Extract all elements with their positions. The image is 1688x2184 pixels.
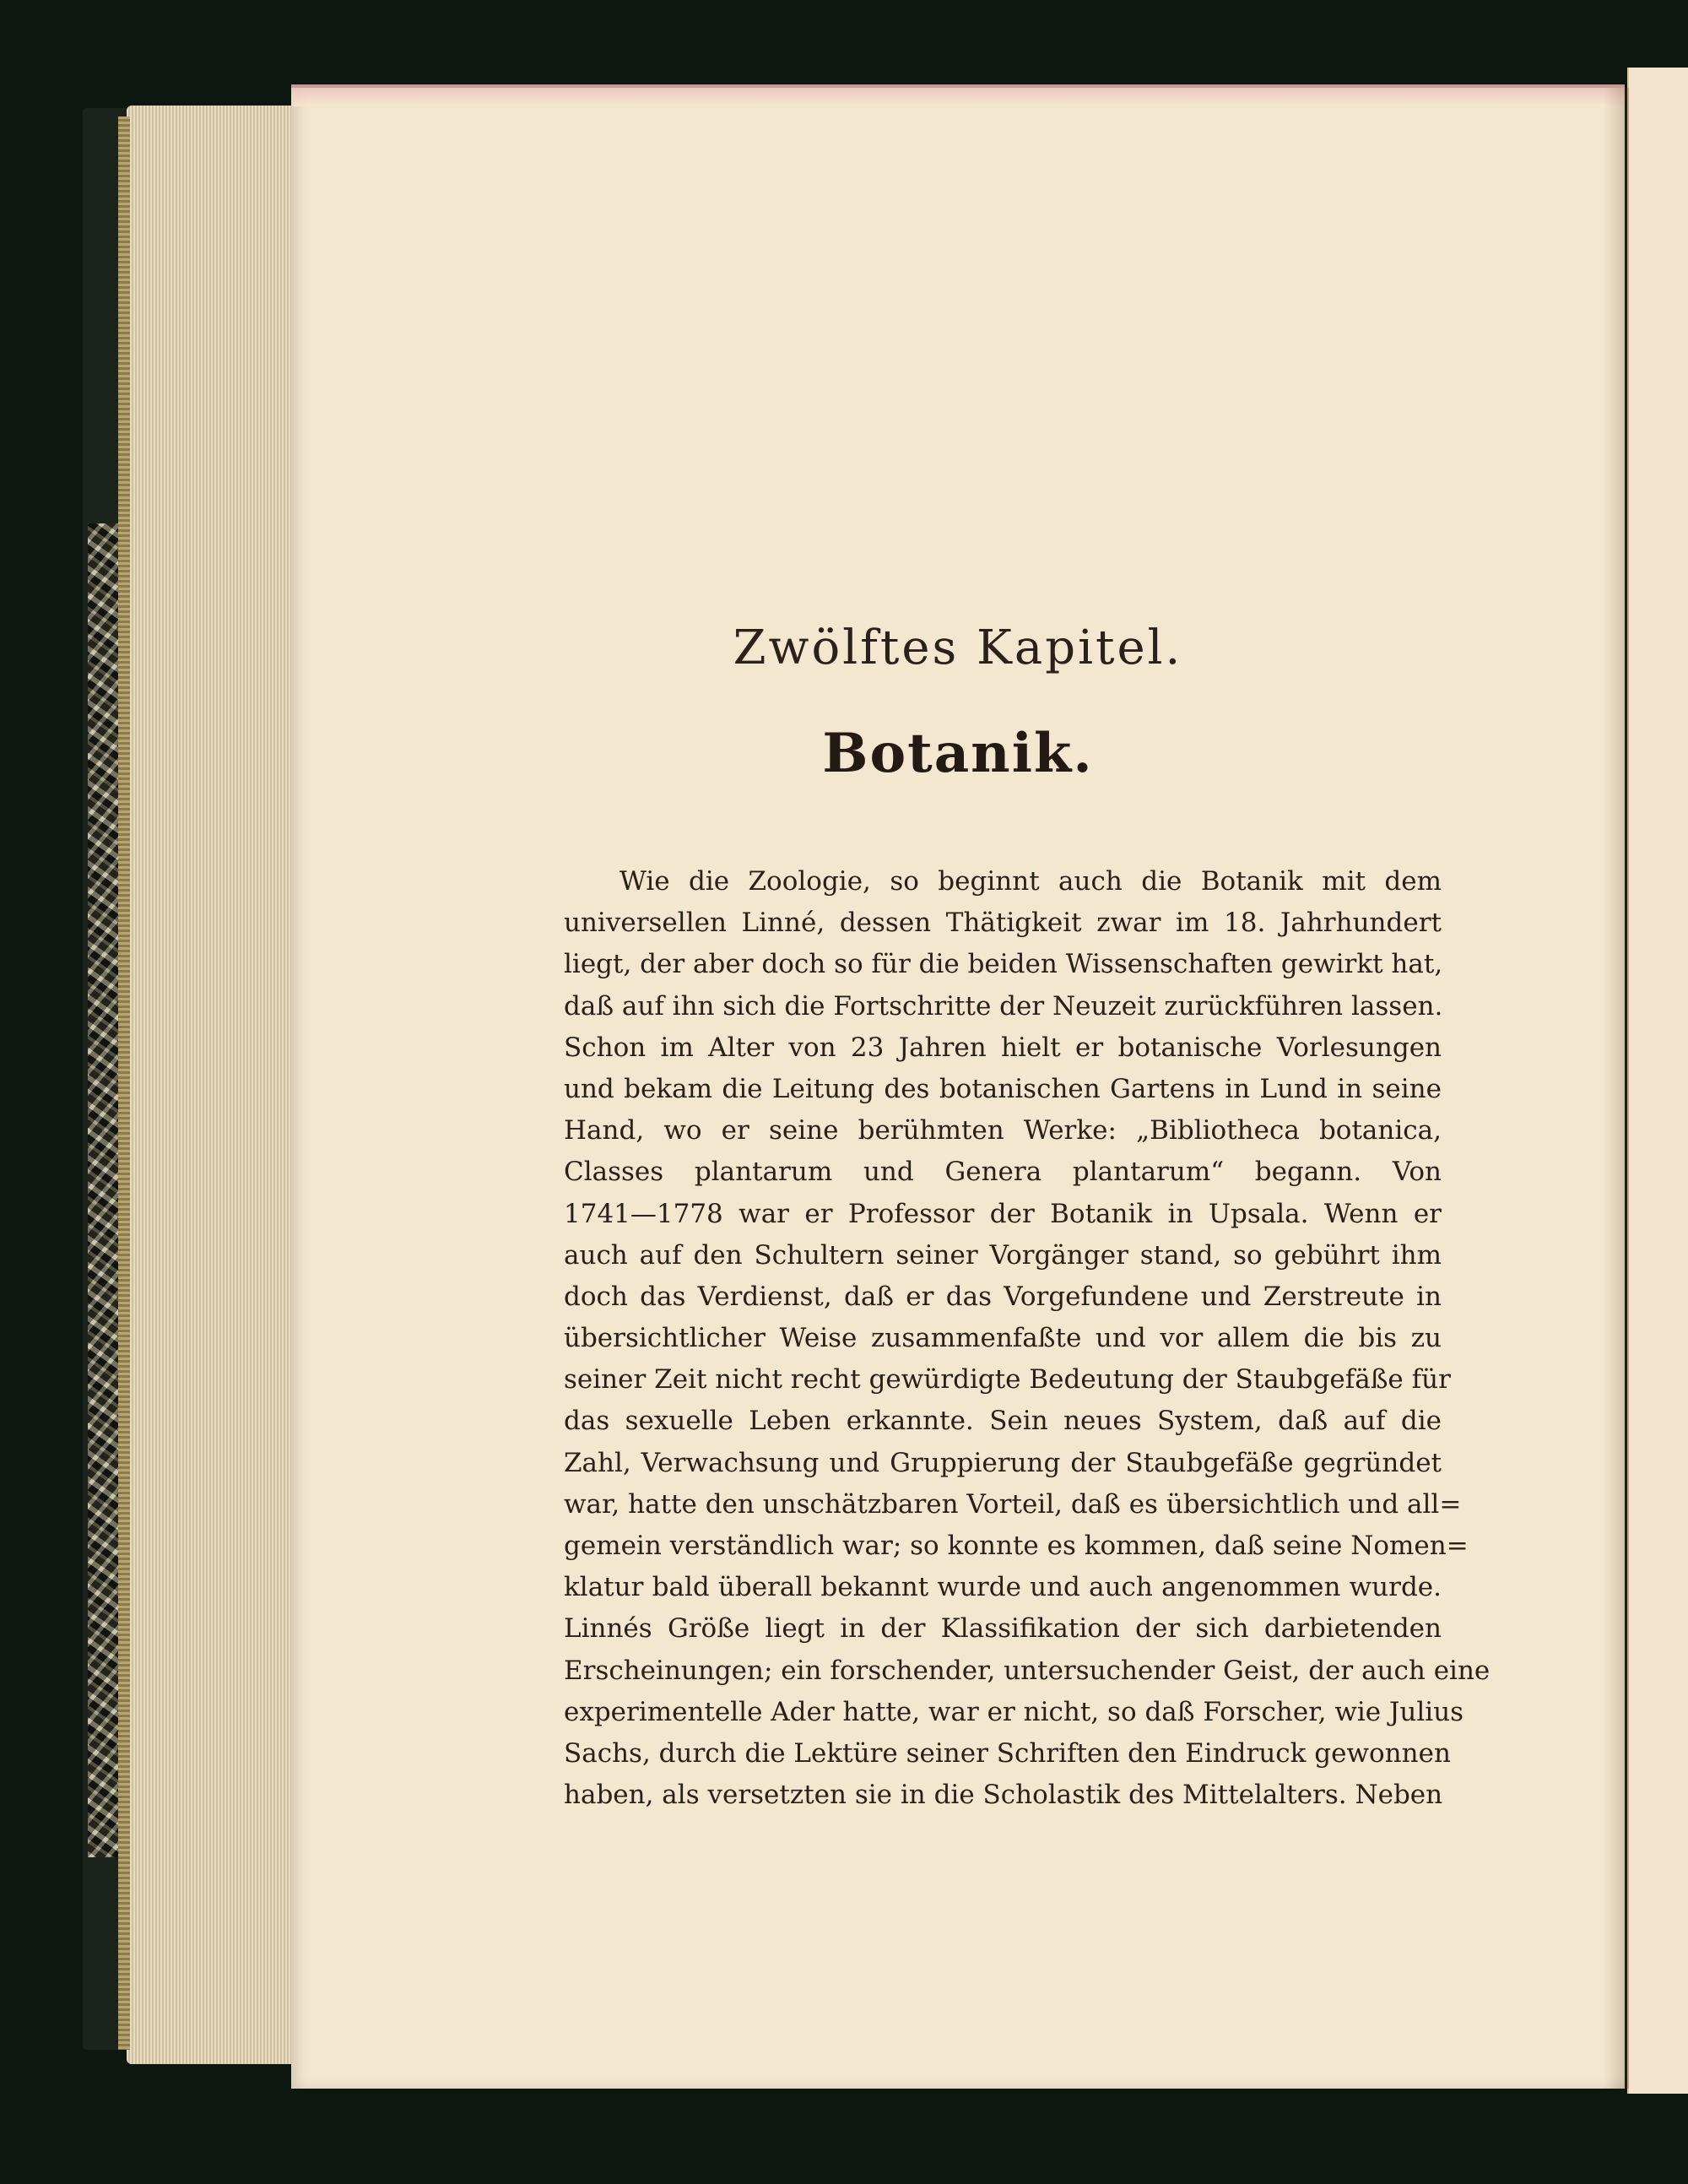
facing-page-edge [1627, 68, 1688, 2094]
page-top-stain [291, 84, 1625, 106]
gilt-edge [118, 117, 130, 2050]
text-line: Hand, wo er seine berühmten Werke: „Bibliotheca botanica, [564, 1115, 1442, 1146]
page-gutter-shadow [1604, 88, 1629, 2089]
chapter-heading: Zwölftes Kapitel. [733, 621, 1183, 675]
text-line: Classes plantarum und Genera plantarum“ begann. Von [564, 1157, 1442, 1188]
text-line: und bekam die Leitung des botanischen Gartens in Lund in seine [564, 1073, 1442, 1104]
text-line: Sachs, durch die Lektüre seiner Schriften den Eindruck gewonnen [564, 1737, 1451, 1769]
text-line: Schon im Alter von 23 Jahren hielt er botanische Vorlesungen [564, 1032, 1442, 1063]
text-line: daß auf ihn sich die Fortschritte der Neuzeit zurückführen lassen. [564, 990, 1443, 1022]
text-line: 1741—1778 war er Professor der Botanik in Upsala. Wenn er [564, 1198, 1442, 1229]
text-line: haben, als versetzten sie in die Scholastik des Mittelalters. Neben [564, 1780, 1443, 1811]
text-line: Wie die Zoologie, so beginnt auch die Botanik mit dem [619, 866, 1442, 897]
text-line: experimentelle Ader hatte, war er nicht, so daß Forscher, wie Julius [564, 1696, 1464, 1727]
text-line: auch auf den Schultern seiner Vorgänger stand, so gebührt ihm [564, 1239, 1442, 1271]
text-line: übersichtlicher Weise zusammenfaßte und vor allem die bis zu [564, 1323, 1442, 1354]
text-line: liegt, der aber doch so für die beiden Wissenschaften gewirkt hat, [564, 949, 1443, 980]
text-line: Zahl, Verwachsung und Gruppierung der Staubgefäße gegründet [564, 1447, 1442, 1478]
text-line: doch das Verdienst, daß er das Vorgefundene und Zerstreute in [564, 1281, 1442, 1312]
text-line: das sexuelle Leben erkannte. Sein neues System, daß auf die [564, 1406, 1442, 1437]
text-line: klatur bald überall bekannt wurde und auch angenommen wurde. [564, 1572, 1442, 1603]
text-line: seiner Zeit nicht recht gewürdigte Bedeutung der Staubgefäße für [564, 1364, 1451, 1395]
text-line: Erscheinungen; ein forschender, untersuchender Geist, der auch eine [564, 1655, 1491, 1686]
section-heading: Botanik. [822, 722, 1094, 785]
body-text [564, 861, 1491, 1816]
text-line: gemein verständlich war; so konnte es kommen, daß seine Nomen= [564, 1531, 1469, 1561]
text-line: universellen Linné, dessen Thätigkeit zwar im 18. Jahrhundert [564, 908, 1442, 939]
page-edges [127, 106, 295, 2064]
text-line: Linnés Größe liegt in der Klassifikation der sich darbietenden [564, 1613, 1442, 1645]
text-line: war, hatte den unschätzbaren Vorteil, daß es übersichtlich und all= [564, 1488, 1462, 1520]
